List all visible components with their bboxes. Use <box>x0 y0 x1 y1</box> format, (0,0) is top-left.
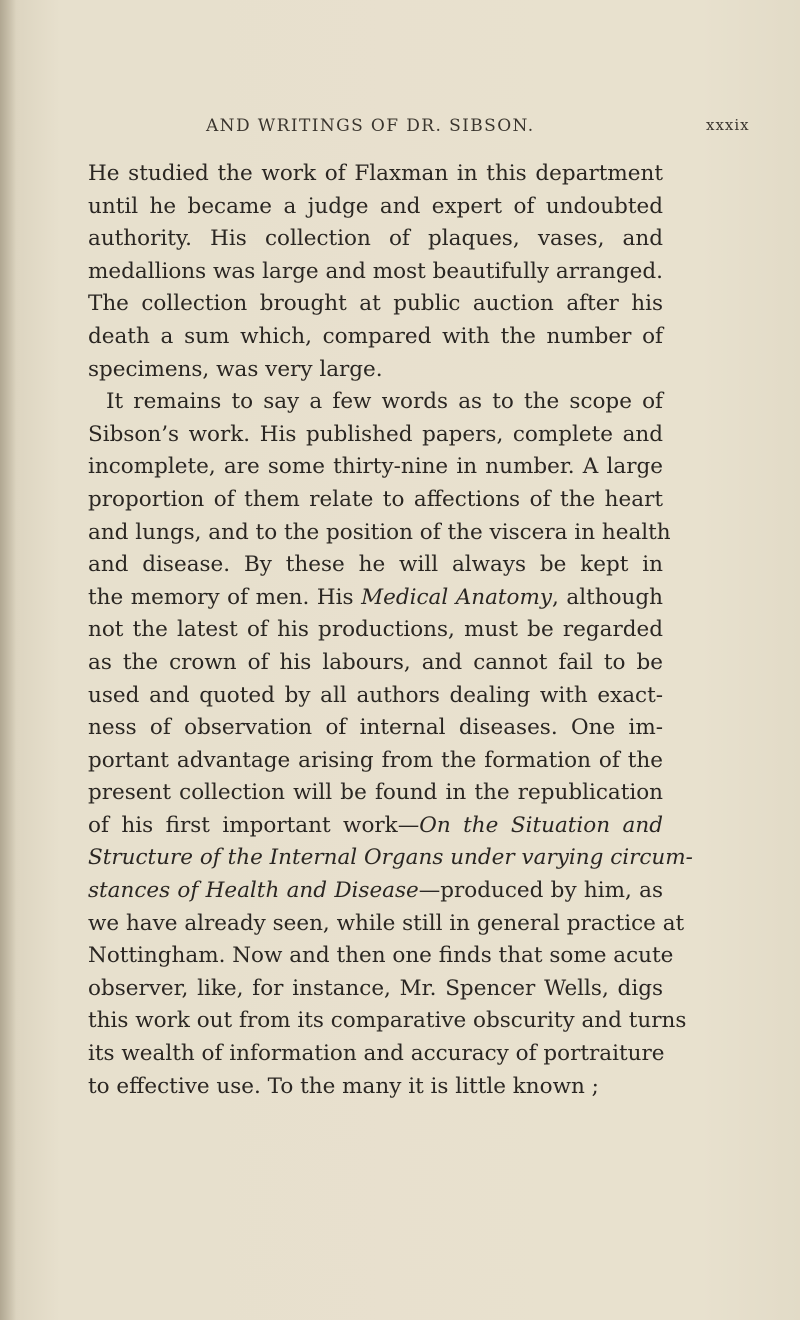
page-number: xxxix <box>706 116 750 134</box>
work-title-part: stances of Health and Disease <box>88 878 419 904</box>
text-line: and lungs, and to the position of the viscera in health <box>88 519 671 545</box>
page-header <box>0 116 800 146</box>
text-line: Sibson’s work. His published papers, complete and <box>88 421 663 447</box>
text-line: we have already seen, while still in general practice at <box>88 910 685 936</box>
text-line: as the crown of his labours, and cannot fail to be <box>88 649 663 675</box>
text-line: specimens, was very large. <box>88 356 383 382</box>
text-line: stances of Health and Disease—produced by him, as <box>88 878 663 904</box>
page-gutter-shadow <box>0 0 16 1320</box>
text-line: Nottingham. Now and then one finds that some acute <box>88 943 674 969</box>
text-line: portant advantage arising from the formation of the <box>88 747 663 773</box>
text-line: observer, like, for instance, Mr. Spencer Wells, digs <box>88 975 663 1001</box>
text-line: its wealth of information and accuracy of portraiture <box>88 1041 665 1067</box>
text-line: incomplete, are some thirty-nine in number. A large <box>88 454 663 480</box>
work-title-part: On the Situation and <box>419 812 663 838</box>
text-line: authority. His collection of plaques, vases, and <box>88 226 663 252</box>
text-line: present collection will be found in the republication <box>88 780 663 806</box>
running-head: AND WRITINGS OF DR. SIBSON. <box>206 116 535 136</box>
text-line: used and quoted by all authors dealing with exact- <box>88 682 663 708</box>
body-text <box>88 158 693 1103</box>
text-line: to effective use. To the many it is little known ; <box>88 1073 599 1099</box>
text-line: He studied the work of Flaxman in this department <box>88 161 663 186</box>
text-line: Structure of the Internal Organs under varying circum- <box>88 845 693 871</box>
text-line: and disease. By these he will always be kept in <box>88 552 663 578</box>
text-line: this work out from its comparative obscurity and turns <box>88 1008 687 1034</box>
text-line: not the latest of his productions, must be regarded <box>88 617 663 643</box>
text-line: death a sum which, compared with the number of <box>88 323 663 349</box>
text-line: ness of observation of internal diseases. One im- <box>88 715 663 741</box>
text-line: It remains to say a few words as to the scope of <box>106 389 663 415</box>
text-line: until he became a judge and expert of undoubted <box>88 193 663 219</box>
text-line: the memory of men. His Medical Anatomy, although <box>88 584 663 610</box>
text-line: proportion of them relate to affections of the heart <box>88 486 663 512</box>
text-line: medallions was large and most beautifully arranged. <box>88 258 663 284</box>
text-line: The collection brought at public auction after his <box>88 291 663 317</box>
text-line: of his first important work—On the Situation and <box>88 812 663 838</box>
book-title-medical-anatomy: Medical Anatomy <box>361 584 553 610</box>
